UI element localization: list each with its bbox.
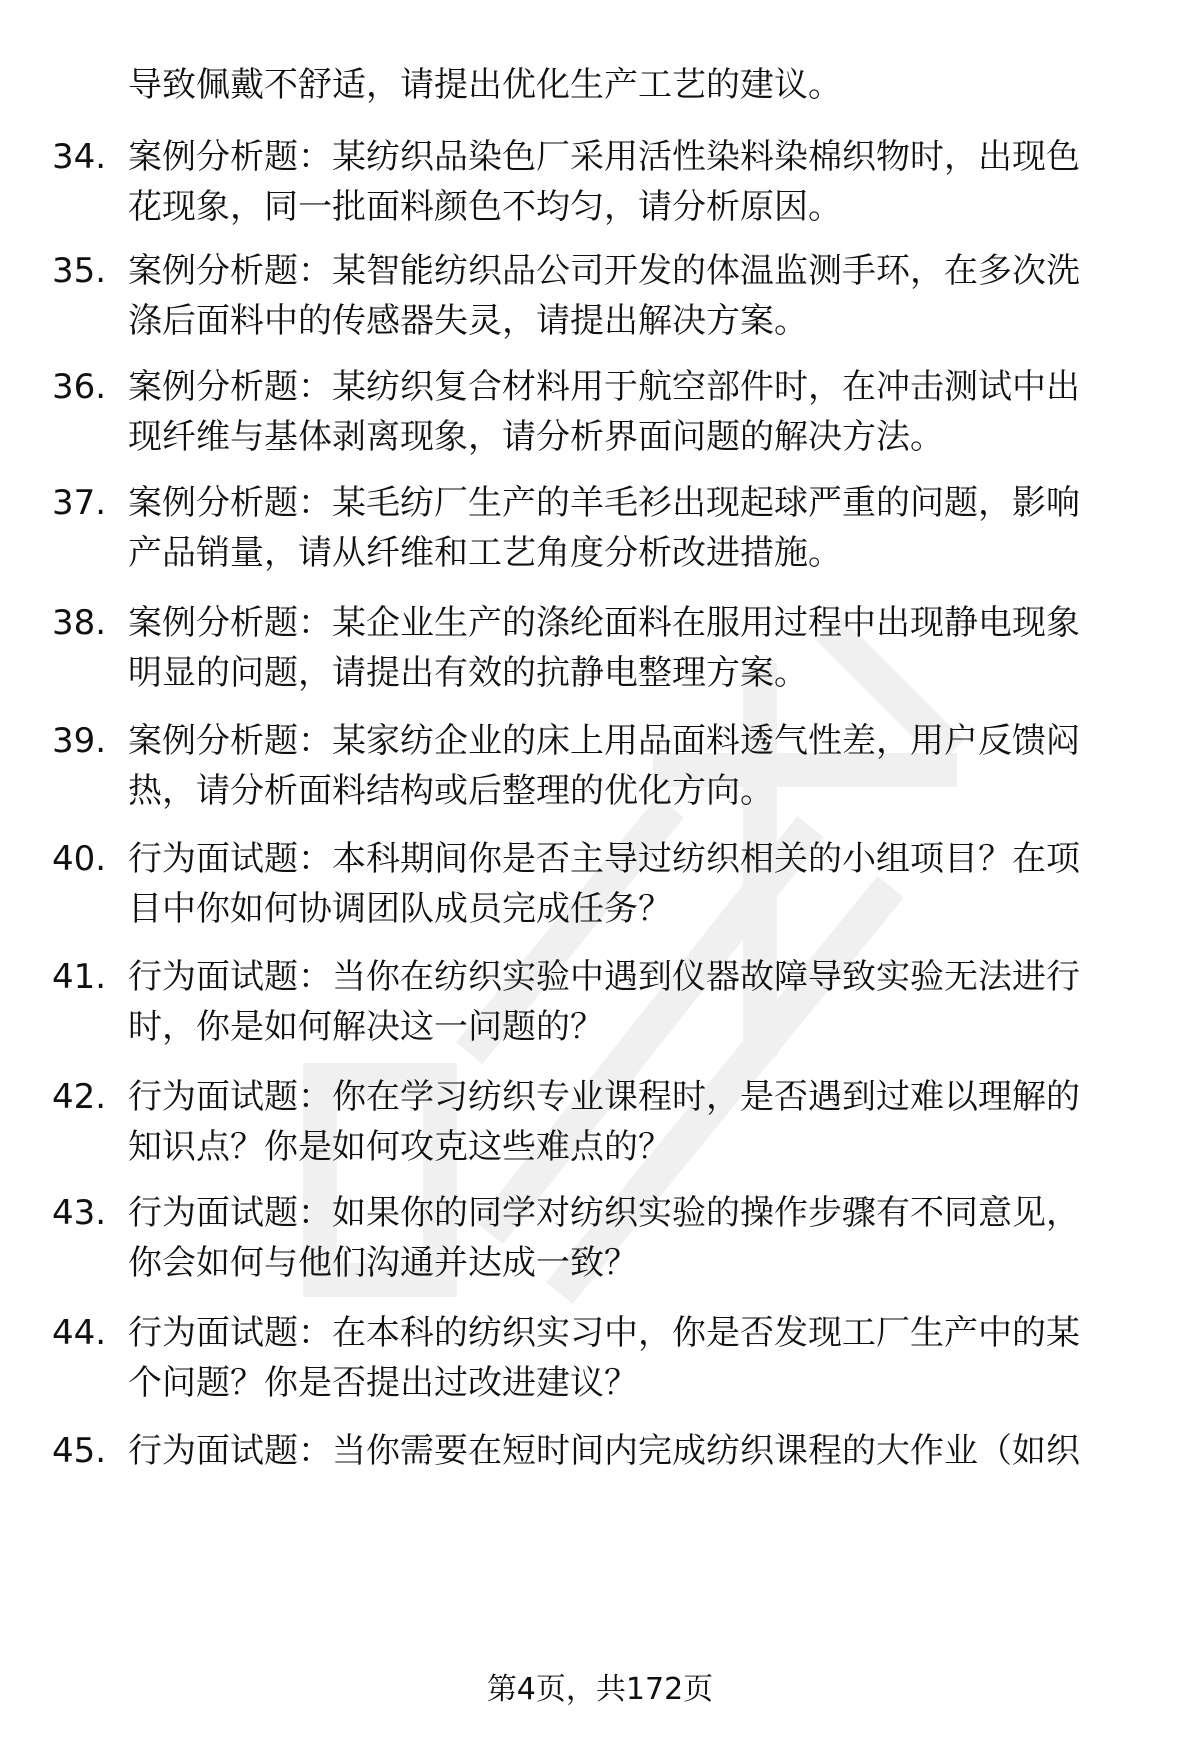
question-text-line-1: 行为面试题：当你需要在短时间内完成纺织课程的大作业（如织 [128, 1431, 1080, 1471]
question-number: 40. [52, 839, 107, 879]
question-text-line-1: 案例分析题：某智能纺织品公司开发的体温监测手环，在多次洗 [128, 251, 1080, 291]
continuation-text: 导致佩戴不舒适，请提出优化生产工艺的建议。 [128, 65, 842, 105]
question-number: 38. [52, 603, 107, 643]
question-text-line-1: 行为面试题：你在学习纺织专业课程时，是否遇到过难以理解的 [128, 1077, 1080, 1117]
question-number: 45. [52, 1431, 107, 1471]
question-number: 37. [52, 483, 107, 523]
question-text-line-2: 知识点？你是如何攻克这些难点的？ [128, 1127, 672, 1167]
question-text-line-2: 明显的问题，请提出有效的抗静电整理方案。 [128, 653, 808, 693]
question-text-line-1: 行为面试题：当你在纺织实验中遇到仪器故障导致实验无法进行 [128, 957, 1080, 997]
question-number: 43. [52, 1193, 107, 1233]
question-text-line-1: 案例分析题：某纺织品染色厂采用活性染料染棉织物时，出现色 [128, 137, 1080, 177]
question-text-line-1: 行为面试题：如果你的同学对纺织实验的操作步骤有不同意见， [128, 1193, 1080, 1233]
question-text-line-2: 花现象，同一批面料颜色不均匀，请分析原因。 [128, 187, 842, 227]
question-number: 35. [52, 251, 107, 291]
question-text-line-1: 行为面试题：在本科的纺织实习中，你是否发现工厂生产中的某 [128, 1313, 1080, 1353]
question-text-line-2: 现纤维与基体剥离现象，请分析界面问题的解决方法。 [128, 417, 944, 457]
question-number: 39. [52, 721, 107, 761]
question-text-line-2: 个问题？你是否提出过改进建议？ [128, 1363, 638, 1403]
question-text-line-2: 时，你是如何解决这一问题的？ [128, 1007, 604, 1047]
question-number: 42. [52, 1077, 107, 1117]
question-text-line-1: 案例分析题：某企业生产的涤纶面料在服用过程中出现静电现象 [128, 603, 1080, 643]
question-text-line-1: 案例分析题：某家纺企业的床上用品面料透气性差，用户反馈闷 [128, 721, 1080, 761]
question-text-line-2: 产品销量，请从纤维和工艺角度分析改进措施。 [128, 533, 842, 573]
page-footer: 第4页，共172页 [486, 1672, 714, 1707]
question-text-line-1: 案例分析题：某纺织复合材料用于航空部件时，在冲击测试中出 [128, 367, 1080, 407]
question-text-line-2: 热，请分析面料结构或后整理的优化方向。 [128, 771, 774, 811]
question-number: 34. [52, 137, 107, 177]
question-number: 41. [52, 957, 107, 997]
question-text-line-2: 目中你如何协调团队成员完成任务？ [128, 889, 672, 929]
question-text-line-1: 行为面试题：本科期间你是否主导过纺织相关的小组项目？在项 [128, 839, 1080, 879]
question-text-line-2: 你会如何与他们沟通并达成一致？ [128, 1243, 638, 1283]
question-number: 36. [52, 367, 107, 407]
question-text-line-2: 涤后面料中的传感器失灵，请提出解决方案。 [128, 301, 808, 341]
question-text-line-1: 案例分析题：某毛纺厂生产的羊毛衫出现起球严重的问题，影响 [128, 483, 1080, 523]
question-number: 44. [52, 1313, 107, 1353]
